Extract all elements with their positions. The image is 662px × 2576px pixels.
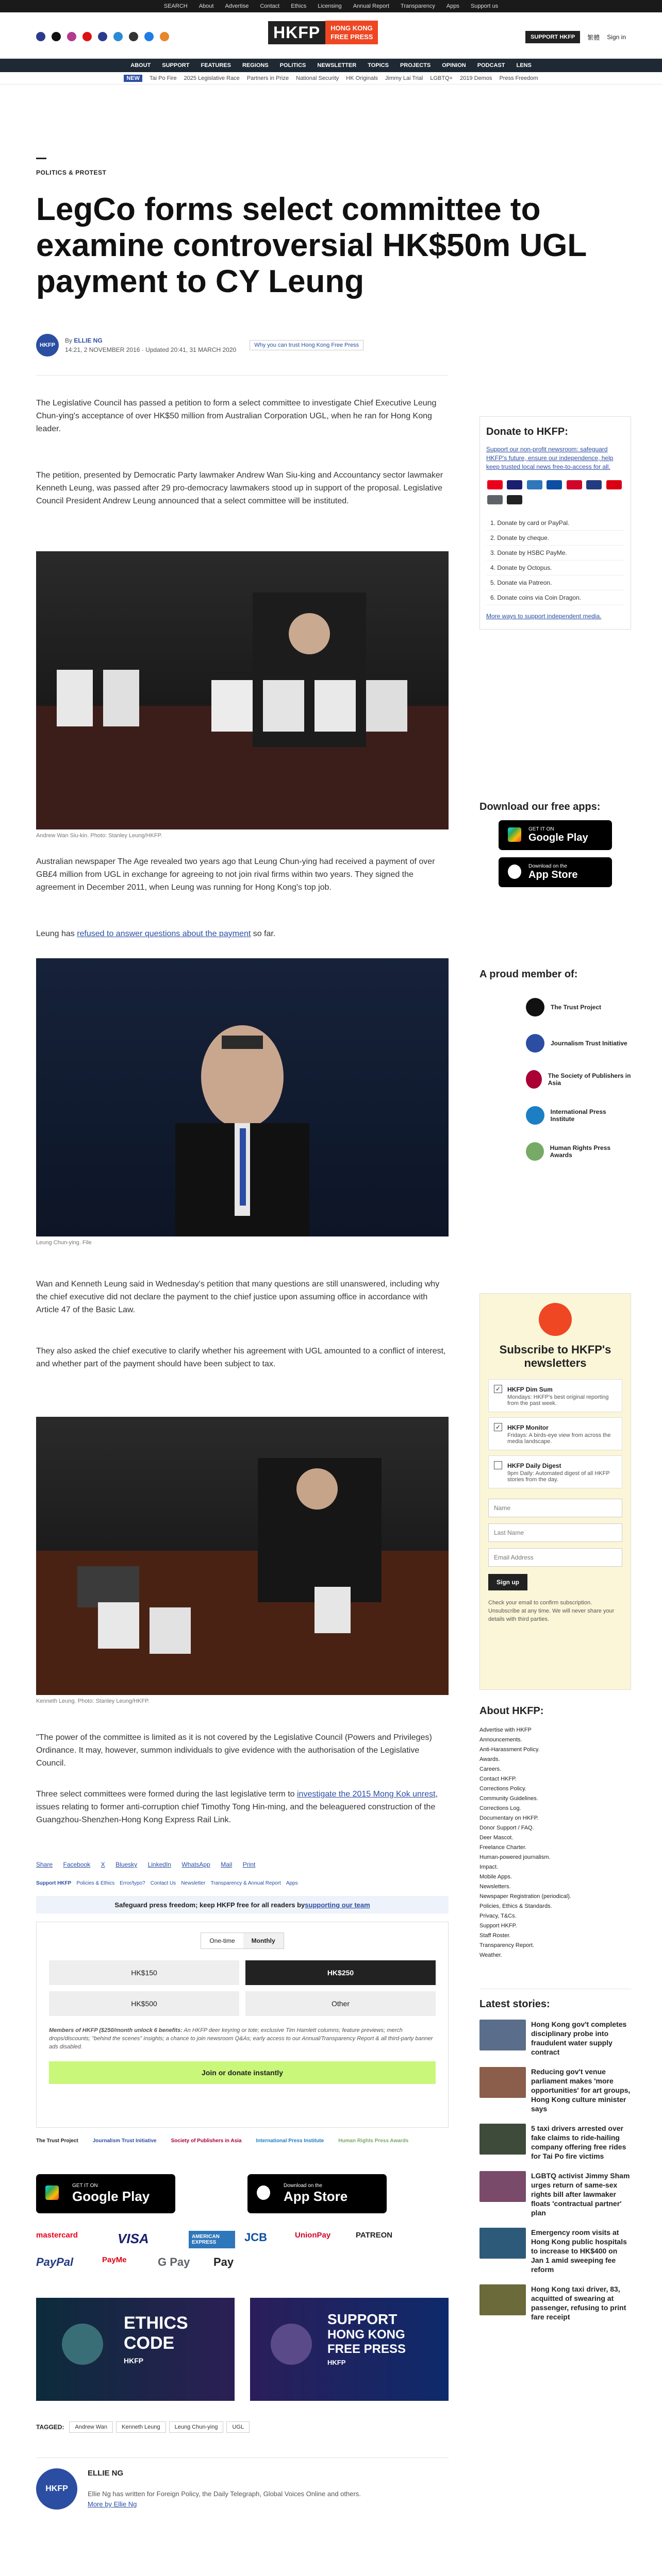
latest-story[interactable]: LGBTQ activist Jimmy Sham urges return of same-sex rights bill after lawmaker floats 'contractual partner' plan <box>479 2171 631 2217</box>
checkbox-checked-icon[interactable]: ✓ <box>494 1385 502 1393</box>
join-donate-button[interactable]: Join or donate instantly <box>49 2061 436 2084</box>
share-label: Share <box>36 1861 53 1868</box>
figure <box>36 1417 449 1704</box>
trust-logo[interactable]: International Press Institute <box>256 2138 324 2144</box>
payment-icons <box>486 479 624 509</box>
support-link[interactable]: Support HKFP <box>36 1880 72 1886</box>
author-link[interactable]: ELLIE NG <box>74 337 103 344</box>
paragraph: Australian newspaper The Age revealed two years ago that Leung Chun-ying had received a payment of over GB£4 million from UGL in exchange for agreeing to not join rival firms within two years. They signed the agreement in December 2011, when Leung was running for Hong Kong's top job. <box>36 857 435 892</box>
member-sopa[interactable]: The Society of Publishers in Asia <box>526 1070 631 1089</box>
story-thumbnail <box>479 2020 526 2050</box>
apps-sidebar-box <box>479 801 631 887</box>
instagram-icon[interactable] <box>67 32 76 41</box>
frequency-one-time[interactable]: One-time <box>209 1937 235 1944</box>
nav-support[interactable]: SUPPORT <box>162 62 190 69</box>
paragraph: Wan and Kenneth Leung said in Wednesday's petition that many questions are still unanswered, including why the chief executive did not declare the payment to the chief justice upon assuming office in accordance with Article 47 of the Basic Law. <box>36 1280 440 1314</box>
members-sidebar-box <box>479 969 631 1161</box>
latest-story[interactable]: Reducing gov't venue parliament makes 'more opportunities' for art groups, Hong Kong culture minister says <box>479 2067 631 2113</box>
patreon-logo: PATREON <box>356 2231 393 2240</box>
nav-podcast[interactable]: PODCAST <box>477 62 505 69</box>
article-byline <box>36 334 363 357</box>
nav-opinion[interactable]: OPINION <box>442 62 466 69</box>
google-play-icon <box>45 2185 59 2200</box>
newsletter-option[interactable]: HKFP Daily Digest 9pm Daily: Automated digest of all HKFP stories from the day. <box>488 1455 622 1488</box>
supporting-team-link[interactable]: supporting our team <box>305 1901 370 1909</box>
support-banner[interactable]: SUPPORT HONG KONG FREE PRESS HKFP <box>250 2298 449 2401</box>
donate-text: Support our non-profit newsroom: safeguard HKFP's future, ensure our independence, help keep trusted local news free-to-access for all. <box>486 446 614 470</box>
paypal-icon <box>586 480 602 489</box>
about-link[interactable]: Privacy, T&Cs. <box>479 1913 517 1919</box>
last-name-input[interactable]: Last Name <box>488 1523 622 1542</box>
new-badge: NEW <box>124 75 142 82</box>
paragraph: Three select committees were formed during the last legislative term to investigate the 2015 Mong Kok unrest, issues relating to former anti-corruption chief Timothy Tong Hin-ming, and the beleaguered construction of the Guangzhou-Shenzhen-Hong Kong Express Rail Link. <box>36 1790 438 1824</box>
newsletter-box <box>479 1293 631 1690</box>
google-play-icon <box>508 827 521 842</box>
share-print[interactable]: Print <box>242 1861 256 1868</box>
nav-projects[interactable]: PROJECTS <box>400 62 431 69</box>
amount-option-selected[interactable]: HK$250 <box>245 1960 436 1985</box>
amount-option[interactable]: HK$150 <box>49 1960 239 1985</box>
telegram-icon[interactable] <box>113 32 123 41</box>
nav-topics[interactable]: TOPICS <box>368 62 389 69</box>
member-ipi[interactable]: International Press Institute <box>526 1106 631 1125</box>
apple-icon <box>508 865 521 879</box>
about-link[interactable]: Announcements. <box>479 1737 522 1743</box>
app-store-button[interactable]: Download on the App Store <box>247 2174 387 2213</box>
tag-link[interactable]: Kenneth Leung <box>116 2421 166 2433</box>
about-link[interactable]: Transparency Report. <box>479 1942 534 1948</box>
paragraph: The petition, presented by Democratic Party lawmaker Andrew Wan Siu-king and Accountancy sector lawmaker Kenneth Leung, was passed after 29 pro-democracy lawmakers stood up in support of the proposal. Legislative Council President Andrew Leung announced that a select committee will be instituted. <box>36 471 443 505</box>
newsletter-option[interactable]: ✓ HKFP Monitor Fridays: A birds-eye view from across the media landscape. <box>488 1417 622 1450</box>
jcb-icon <box>547 480 562 489</box>
about-link[interactable]: Corrections Log. <box>479 1805 521 1811</box>
newsletter-mascot-icon <box>539 1303 572 1336</box>
frequency-monthly[interactable]: Monthly <box>243 1933 284 1948</box>
kicker-rule <box>36 158 46 159</box>
support-link[interactable]: Contact Us <box>150 1880 176 1886</box>
trust-logo[interactable]: Human Rights Press Awards <box>338 2138 409 2144</box>
author-bio: Ellie Ng has written for Foreign Policy, the Daily Telegraph, Global Voices Online and others. <box>88 2490 361 2498</box>
about-link[interactable]: Documentary on HKFP. <box>479 1815 539 1821</box>
photo-caption: Andrew Wan Siu-kin. Photo: Stanley Leung/HKFP. <box>36 833 162 839</box>
trending-item[interactable]: 2025 Legislative Race <box>184 75 240 81</box>
jcb-logo: JCB <box>244 2231 268 2244</box>
story-thumbnail <box>479 2067 526 2098</box>
rss-icon[interactable] <box>160 32 169 41</box>
newsletter-option[interactable]: ✓ HKFP Dim Sum Mondays: HKFP's best original reporting from the past week. <box>488 1379 622 1412</box>
about-link[interactable]: Community Guidelines. <box>479 1795 538 1802</box>
visa-icon <box>507 480 522 489</box>
share-mail[interactable]: Mail <box>221 1861 233 1868</box>
photo-andrew-wan[interactable] <box>36 551 449 829</box>
figure <box>36 958 449 1246</box>
google-play-button[interactable]: GET IT ON Google Play <box>36 2174 175 2213</box>
about-link[interactable]: Contact HKFP. <box>479 1776 517 1782</box>
top-link-contact[interactable]: Contact <box>260 3 280 9</box>
inline-link[interactable]: investigate the 2015 Mong Kok unrest <box>296 1790 436 1799</box>
unionpay-logo: UnionPay <box>295 2231 331 2240</box>
about-link[interactable]: Mobile Apps. <box>479 1874 512 1880</box>
about-link[interactable]: Corrections Policy. <box>479 1786 526 1792</box>
gpay-logo: G Pay <box>158 2256 190 2268</box>
trust-project-icon <box>526 998 544 1016</box>
paragraph: "The power of the committee is limited as it is not covered by the Legislative Council (Powers and Privileges) Ordinance. It may, however, summon individuals to give evidence with the authorisation of the Legislative Council. <box>36 1733 432 1768</box>
tags-label: TAGGED: <box>36 2424 64 2431</box>
payme-logo: PayMe <box>102 2256 127 2264</box>
gpay-icon <box>487 495 503 504</box>
donate-option[interactable]: 3. Donate by HSBC PayMe. <box>486 546 624 561</box>
trending-item[interactable]: Press Freedom <box>499 75 538 81</box>
paragraph: Leung has refused to answer questions about the payment so far. <box>36 929 276 938</box>
about-title: About HKFP: <box>479 1705 544 1717</box>
latest-story[interactable]: Hong Kong gov't completes disciplinary probe into fraudulent water supply contract <box>479 2020 631 2057</box>
inline-link[interactable]: refused to answer questions about the payment <box>77 929 251 938</box>
x-icon[interactable] <box>52 32 61 41</box>
play-icon <box>62 2324 103 2365</box>
donate-sidebar-box <box>479 416 631 630</box>
top-link-licensing[interactable]: Licensing <box>318 3 342 9</box>
facebook-icon[interactable] <box>36 32 45 41</box>
about-link[interactable]: Policies, Ethics & Standards. <box>479 1903 552 1909</box>
amex-logo: AMERICAN EXPRESS <box>189 2231 235 2248</box>
trust-logo[interactable]: Society of Publishers in Asia <box>171 2138 242 2144</box>
about-link[interactable]: Freelance Charter. <box>479 1844 527 1851</box>
checkbox-checked-icon[interactable]: ✓ <box>494 1423 502 1431</box>
about-link[interactable]: Staff Roster. <box>479 1933 511 1939</box>
sign-up-button[interactable]: Sign up <box>488 1574 527 1590</box>
member-jti[interactable]: Journalism Trust Initiative <box>526 1034 631 1053</box>
checkbox-icon[interactable] <box>494 1461 502 1469</box>
apple-pay-logo: Pay <box>213 2256 234 2268</box>
about-link[interactable]: Support HKFP. <box>479 1923 517 1929</box>
about-link[interactable]: Human-powered journalism. <box>479 1854 551 1860</box>
newsletter-note: Check your email to confirm subscription. Unsubscribe at any time. We will never share your details with third parties. <box>488 1600 615 1622</box>
logo-mark: HKFP <box>268 21 325 44</box>
author-avatar-large[interactable]: HKFP <box>36 2468 77 2510</box>
name-input[interactable]: Name <box>488 1499 622 1517</box>
about-link[interactable]: Impact. <box>479 1864 499 1870</box>
photo-caption: Leung Chun-ying. File <box>36 1240 92 1246</box>
logo-line-1: HONG KONG <box>330 24 373 32</box>
about-link[interactable]: Anti-Harassment Policy. <box>479 1747 540 1753</box>
support-link[interactable]: Apps <box>286 1880 298 1886</box>
nav-politics[interactable]: POLITICS <box>279 62 306 69</box>
photo-illustration <box>36 1417 449 1695</box>
language-switch[interactable]: 繁體 <box>587 33 600 41</box>
trending-bar <box>0 72 662 84</box>
support-link[interactable]: Policies & Ethics <box>76 1880 115 1886</box>
donate-option[interactable]: 5. Donate via Patreon. <box>486 575 624 590</box>
latest-story[interactable]: 5 taxi drivers arrested over fake claims to ride-hailing company offering free rides for Tai Po fire victims <box>479 2124 631 2161</box>
share-bar <box>36 1860 449 1869</box>
latest-stories-box <box>479 1989 631 2321</box>
members-title: A proud member of: <box>479 969 578 980</box>
support-link[interactable]: Newsletter <box>181 1880 206 1886</box>
trending-item[interactable]: Partners in Prize <box>246 75 289 81</box>
promo-banners <box>36 2298 449 2401</box>
member-trust-project[interactable]: The Trust Project <box>526 998 631 1016</box>
share-bluesky[interactable]: Bluesky <box>115 1861 138 1868</box>
paragraph: The Legislative Council has passed a petition to form a select committee to investigate Chief Executive Leung Chun-ying's acceptance of over HK$50 million from Australian Corporation UGL, when he ran for Hong Kong leader. <box>36 399 437 433</box>
trust-logos-row <box>36 2138 449 2144</box>
amount-option[interactable]: Other <box>245 1991 436 2016</box>
newsletter-title: Subscribe to HKFP's newsletters <box>499 1343 611 1369</box>
article-body <box>36 397 449 435</box>
donate-header: Safeguard press freedom; keep HKFP free for all readers by supporting our team <box>36 1896 449 1913</box>
support-link[interactable]: Error/typo? <box>120 1880 145 1886</box>
donate-title: Donate to HKFP: <box>486 426 568 437</box>
sidebar-app-store-button[interactable]: Download on the App Store <box>499 857 612 887</box>
author-avatar[interactable]: HKFP <box>36 334 59 357</box>
trending-item[interactable]: LGBTQ+ <box>430 75 453 81</box>
share-whatsapp[interactable]: WhatsApp <box>181 1861 210 1868</box>
top-link-ethics[interactable]: Ethics <box>291 3 307 9</box>
more-ways-link[interactable]: More ways to support independent media. <box>486 613 602 620</box>
tag-link[interactable]: UGL <box>226 2421 250 2433</box>
top-link-apps[interactable]: Apps <box>446 3 459 9</box>
header-actions <box>525 31 626 43</box>
amount-option[interactable]: HK$500 <box>49 1991 239 2016</box>
trending-item[interactable]: Tai Po Fire <box>149 75 177 81</box>
tags-row <box>36 2421 449 2433</box>
youtube-icon[interactable] <box>82 32 92 41</box>
donate-option[interactable]: 2. Donate by cheque. <box>486 531 624 546</box>
paypal-logo: PayPal <box>36 2256 74 2268</box>
story-thumbnail <box>479 2171 526 2202</box>
payment-logos <box>36 2231 449 2269</box>
apple-pay-icon <box>507 495 522 504</box>
nav-about[interactable]: ABOUT <box>130 62 151 69</box>
amex-icon <box>527 480 542 489</box>
about-sidebar-box <box>479 1705 631 1960</box>
top-link-search[interactable]: SEARCH <box>163 3 188 9</box>
byline-divider <box>36 375 449 376</box>
latest-story[interactable]: Hong Kong taxi driver, 83, acquitted of swearing at passenger, refusing to print fare receipt <box>479 2284 631 2321</box>
app-store-row <box>36 2174 449 2213</box>
article-category[interactable]: POLITICS & PROTEST <box>36 169 107 176</box>
threads-icon[interactable] <box>129 32 138 41</box>
top-link-transparency[interactable]: Transparency <box>401 3 435 9</box>
linkedin-icon[interactable] <box>98 32 107 41</box>
site-header <box>0 12 662 59</box>
paragraph: They also asked the chief executive to clarify whether his agreement with UGL amounted to a conflict of interest, and whether part of the payment should have been subject to tax. <box>36 1347 446 1368</box>
publish-dates: 14:21, 2 NOVEMBER 2016 · Updated 20:41, 31 MARCH 2020 <box>65 346 237 353</box>
trust-logo[interactable]: The Trust Project <box>36 2138 78 2144</box>
logo-line-2: FREE PRESS <box>330 33 373 41</box>
trending-item[interactable]: National Security <box>296 75 339 81</box>
top-link-advertise[interactable]: Advertise <box>225 3 249 9</box>
social-links <box>36 32 169 41</box>
support-hkfp-button[interactable]: SUPPORT HKFP <box>525 31 580 43</box>
about-link[interactable]: Newsletters. <box>479 1884 511 1890</box>
trending-item[interactable]: 2019 Demos <box>460 75 492 81</box>
bluesky-icon[interactable] <box>144 32 154 41</box>
article-headline: LegCo forms select committee to examine controversial HK$50m UGL payment to CY Leung <box>36 192 587 299</box>
nav-features[interactable]: FEATURES <box>201 62 231 69</box>
author-box <box>36 2458 449 2510</box>
sign-in-link[interactable]: Sign in <box>607 33 626 41</box>
donate-option[interactable]: 1. Donate by card or PayPal. <box>486 516 624 531</box>
member-hrpa[interactable]: Human Rights Press Awards <box>526 1142 631 1161</box>
main-nav <box>0 59 662 72</box>
sopa-icon <box>526 1070 542 1089</box>
story-thumbnail <box>479 2124 526 2155</box>
more-by-author-link[interactable]: More by Ellie Ng <box>88 2500 137 2508</box>
photo-kenneth-leung[interactable] <box>36 1417 449 1695</box>
ipi-icon <box>526 1106 544 1125</box>
trust-logo[interactable]: Journalism Trust Initiative <box>92 2138 157 2144</box>
apple-icon <box>257 2185 270 2200</box>
support-link[interactable]: Transparency & Annual Report <box>210 1880 281 1886</box>
latest-title: Latest stories: <box>479 1998 550 2010</box>
share-x[interactable]: X <box>101 1861 105 1868</box>
photo-illustration <box>36 958 449 1236</box>
support-links <box>36 1880 449 1886</box>
about-link[interactable]: Awards. <box>479 1756 500 1762</box>
donate-option[interactable]: 6. Donate coins via Coin Dragon. <box>486 590 624 605</box>
photo-leung-chun-ying[interactable] <box>36 958 449 1236</box>
nav-regions[interactable]: REGIONS <box>242 62 269 69</box>
visa-logo: VISA <box>118 2231 149 2246</box>
share-linkedin[interactable]: LinkedIn <box>147 1861 171 1868</box>
apps-title: Download our free apps: <box>479 801 601 812</box>
unionpay-icon <box>567 480 582 489</box>
trending-item[interactable]: Jimmy Lai Trial <box>385 75 423 81</box>
about-link[interactable]: Advertise with HKFP <box>479 1727 532 1733</box>
figure <box>36 551 449 839</box>
about-link[interactable]: Weather. <box>479 1952 502 1958</box>
trending-item[interactable]: HK Originals <box>346 75 378 81</box>
tag-link[interactable]: Andrew Wan <box>69 2421 113 2433</box>
story-thumbnail <box>479 2284 526 2315</box>
top-link-annual-report[interactable]: Annual Report <box>353 3 390 9</box>
trust-link[interactable]: Why you can trust Hong Kong Free Press <box>250 340 363 350</box>
mastercard-icon <box>487 480 503 489</box>
tag-link[interactable]: Leung Chun-ying <box>169 2421 224 2433</box>
hrpa-icon <box>526 1142 544 1161</box>
donate-widget <box>36 1922 449 2128</box>
payme-icon <box>606 480 622 489</box>
nav-lens[interactable]: LENS <box>516 62 532 69</box>
play-icon <box>271 2324 312 2365</box>
membership-perks: Members of HKFP ($250/month unlock 6 benefits: An HKFP deer keyring or tote; exclusive Tim Hamlett columns; feature previews; merch drops/discounts; "behind the scenes" insights; a chance to join newsroom Q&As; early access to our Annual/Transparency Report & all third-party banner ads disabled. <box>49 2027 433 2050</box>
about-link[interactable]: Donor Support / FAQ. <box>479 1825 534 1831</box>
ethics-banner[interactable]: ETHICS CODE HKFP <box>36 2298 235 2401</box>
about-link[interactable]: Newspaper Registration (periodical). <box>479 1893 571 1900</box>
email-input[interactable]: Email Address <box>488 1548 622 1567</box>
story-thumbnail <box>479 2228 526 2259</box>
top-link-about[interactable]: About <box>198 3 214 9</box>
top-link-support[interactable]: Support us <box>470 3 499 9</box>
top-utility-bar <box>0 0 662 12</box>
logo-text <box>325 21 378 44</box>
share-facebook[interactable]: Facebook <box>63 1861 91 1868</box>
about-link[interactable]: Deer Mascot. <box>479 1835 514 1841</box>
hkfp-logo[interactable] <box>268 21 378 44</box>
about-list <box>479 1725 631 1960</box>
nav-newsletter[interactable]: NEWSLETTER <box>317 62 357 69</box>
photo-illustration <box>36 551 449 829</box>
donate-option[interactable]: 4. Donate by Octopus. <box>486 561 624 575</box>
about-link[interactable]: Careers. <box>479 1766 502 1772</box>
jti-icon <box>526 1034 544 1053</box>
byline-text: By ELLIE NG 14:21, 2 NOVEMBER 2016 · Updated 20:41, 31 MARCH 2020 <box>65 337 237 353</box>
author-name[interactable]: ELLIE NG <box>88 2469 124 2478</box>
latest-story[interactable]: Emergency room visits at Hong Kong public hospitals to increase to HK$400 on Jan 1 amid sweeping fee reform <box>479 2228 631 2274</box>
mastercard-logo: mastercard <box>36 2231 78 2240</box>
photo-caption: Kenneth Leung. Photo: Stanley Leung/HKFP. <box>36 1698 150 1704</box>
sidebar-google-play-button[interactable]: GET IT ON Google Play <box>499 820 612 850</box>
